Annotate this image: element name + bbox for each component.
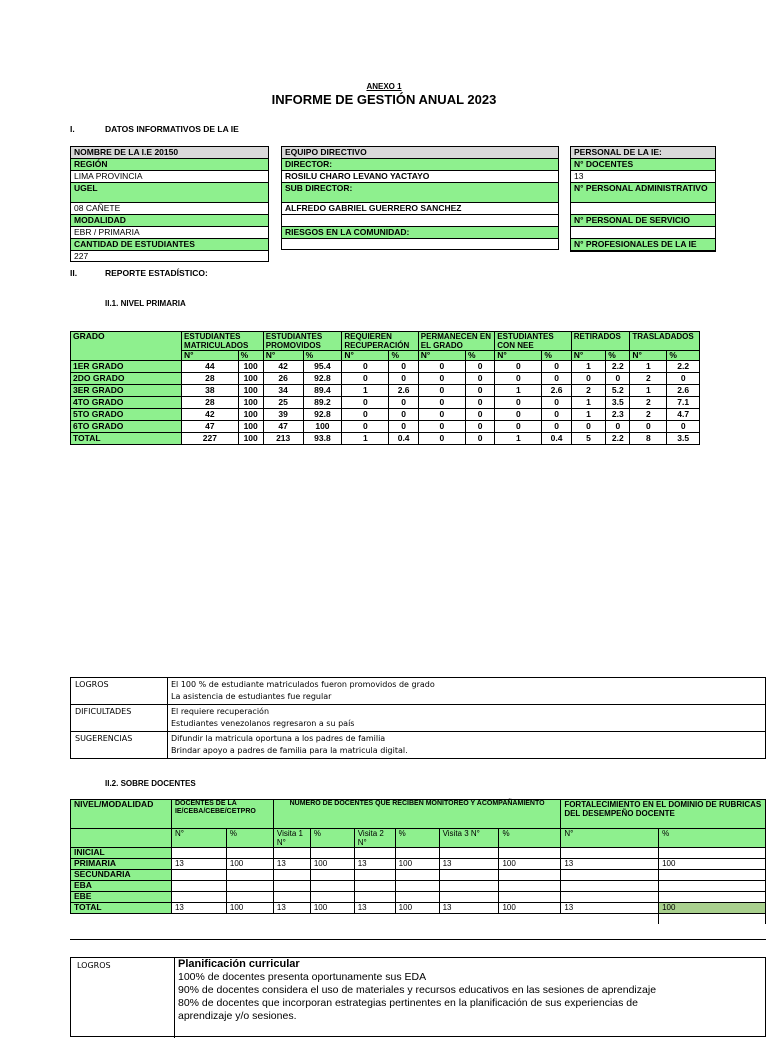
table-row — [71, 870, 766, 881]
stats-group-header: RETIRADOS — [571, 332, 630, 351]
count-subheader: N° — [630, 351, 667, 361]
col2-row-5 — [281, 214, 559, 226]
summary-label: DIFICULTADES — [71, 705, 168, 732]
table-row — [71, 903, 766, 914]
docentes-value — [395, 848, 439, 859]
stat-value: 0 — [418, 385, 465, 397]
stat-value: 0.4 — [542, 433, 571, 445]
percent-subheader: % — [303, 351, 342, 361]
summary-line: Difundir la matricula oportuna a los padres de familia — [171, 734, 386, 743]
col1-row-6: EBR / PRIMARIA — [70, 226, 269, 238]
stat-value: 0 — [465, 421, 494, 433]
nivel-header: NIVEL/MODALIDAD — [71, 800, 172, 829]
docentes-value — [226, 892, 273, 903]
stat-value: 227 — [182, 433, 239, 445]
col2-row-7 — [281, 238, 559, 250]
table-row — [71, 892, 766, 903]
stats-group-header: REQUIEREN RECUPERACIÓN — [342, 332, 418, 351]
stat-value: 0 — [630, 421, 667, 433]
stat-value: 2.2 — [667, 361, 700, 373]
col3-row-8 — [570, 250, 716, 252]
col3-row-1: N° DOCENTES — [570, 158, 716, 170]
docentes-subheader: % — [395, 829, 439, 848]
stat-value: 0 — [606, 373, 630, 385]
docentes-value — [354, 881, 395, 892]
stat-value: 5 — [571, 433, 606, 445]
col3-row-0: PERSONAL DE LA IE: — [570, 146, 716, 158]
page-title: INFORME DE GESTIÓN ANUAL 2023 — [271, 92, 497, 107]
nivel-label: TOTAL — [71, 903, 172, 914]
stat-value: 44 — [182, 361, 239, 373]
stat-value: 0 — [495, 373, 542, 385]
summary-line: La asistencia de estudiantes fue regular — [171, 692, 332, 701]
stat-value: 0 — [342, 373, 389, 385]
docentes-subheader: % — [499, 829, 561, 848]
stat-value: 8 — [630, 433, 667, 445]
stat-value: 0 — [465, 373, 494, 385]
docentes-value — [310, 848, 354, 859]
docentes-value: 13 — [273, 903, 310, 914]
docentes-value — [226, 870, 273, 881]
stat-value: 2 — [630, 409, 667, 421]
docentes-value — [439, 848, 499, 859]
col3-row-4 — [570, 202, 716, 214]
stat-value: 100 — [238, 433, 263, 445]
docentes-value: 100 — [659, 859, 766, 870]
docentes-value — [561, 848, 659, 859]
docentes-value: 13 — [171, 859, 226, 870]
summary-line: El requiere recuperación — [171, 707, 270, 716]
docentes-value — [226, 881, 273, 892]
section-2-number: II. — [70, 268, 78, 278]
col2-row-2: ROSILU CHARO LEVANO YACTAYO — [281, 170, 559, 182]
stat-value: 100 — [238, 397, 263, 409]
teachers-table — [70, 799, 766, 924]
section-divider — [70, 939, 766, 940]
count-subheader: N° — [571, 351, 606, 361]
stat-value: 42 — [263, 361, 303, 373]
stat-value: 100 — [238, 373, 263, 385]
docentes-value — [561, 881, 659, 892]
col1-row-1: REGIÓN — [70, 158, 269, 170]
statistics-summary-table — [70, 677, 766, 759]
percent-subheader: % — [389, 351, 418, 361]
nivel-label: EBA — [71, 881, 172, 892]
stat-value: 0 — [418, 409, 465, 421]
nivel-label: SECUNDARIA — [71, 870, 172, 881]
stat-value: 0 — [542, 409, 571, 421]
section-2-title: REPORTE ESTADÍSTICO: — [105, 268, 208, 278]
stat-value: 0 — [418, 433, 465, 445]
stat-value: 0 — [465, 397, 494, 409]
stats-group-header: ESTUDIANTES MATRICULADOS — [182, 332, 264, 351]
docentes-subheader: Visita 3 N° — [439, 829, 499, 848]
table-row — [71, 397, 700, 409]
stats-group-header: PERMANECEN EN EL GRADO — [418, 332, 494, 351]
grade-label: 6TO GRADO — [71, 421, 182, 433]
stat-value: 34 — [263, 385, 303, 397]
stat-value: 25 — [263, 397, 303, 409]
docentes-subheader: Visita 1 N° — [273, 829, 310, 848]
stats-group-header: ESTUDIANTES CON NEE — [495, 332, 571, 351]
docentes-value — [499, 881, 561, 892]
stat-value: 1 — [571, 397, 606, 409]
docentes-value — [499, 870, 561, 881]
col3-row-3: N° PERSONAL ADMINISTRATIVO — [570, 182, 716, 202]
docentes-value — [659, 881, 766, 892]
stat-value: 2.2 — [606, 361, 630, 373]
annex-label: ANEXO 1 — [366, 82, 402, 91]
stat-value: 47 — [263, 421, 303, 433]
stat-value: 0 — [571, 421, 606, 433]
summary-row — [71, 705, 766, 732]
stat-value: 2.3 — [606, 409, 630, 421]
stat-value: 100 — [238, 409, 263, 421]
col2-row-1: DIRECTOR: — [281, 158, 559, 170]
stat-value: 0 — [418, 373, 465, 385]
primary-statistics-table — [70, 331, 700, 445]
docentes-value: 100 — [499, 903, 561, 914]
stat-value: 1 — [571, 361, 606, 373]
stat-value: 89.2 — [303, 397, 342, 409]
stat-value: 0 — [465, 361, 494, 373]
section-1-number: I. — [70, 124, 75, 134]
col2-row-3: SUB DIRECTOR: — [281, 182, 559, 202]
stat-value: 0 — [389, 421, 418, 433]
docentes-value — [561, 892, 659, 903]
stat-value: 0 — [571, 373, 606, 385]
col1-row-2: LIMA PROVINCIA — [70, 170, 269, 182]
col3-row-6 — [570, 226, 716, 238]
docentes-value — [659, 848, 766, 859]
docentes-value — [171, 892, 226, 903]
stat-value: 93.8 — [303, 433, 342, 445]
docentes-value: 100 — [395, 903, 439, 914]
docentes-value — [171, 848, 226, 859]
docentes-value — [439, 870, 499, 881]
docentes-value: 100 — [310, 859, 354, 870]
stat-value: 3.5 — [606, 397, 630, 409]
stats-group-header: ESTUDIANTES PROMOVIDOS — [263, 332, 342, 351]
stat-value: 26 — [263, 373, 303, 385]
stat-value: 0 — [418, 421, 465, 433]
stat-value: 0 — [465, 433, 494, 445]
col1-row-3: UGEL — [70, 182, 269, 202]
col3-row-5: N° PERSONAL DE SERVICIO — [570, 214, 716, 226]
stat-value: 2.6 — [389, 385, 418, 397]
col1-row-0: NOMBRE DE LA I.E 20150 — [70, 146, 269, 158]
stat-value: 1 — [630, 361, 667, 373]
stat-value: 1 — [630, 385, 667, 397]
summary-row — [71, 678, 766, 705]
stat-value: 0 — [542, 397, 571, 409]
stat-value: 47 — [182, 421, 239, 433]
docentes-subheader: % — [226, 829, 273, 848]
stat-value: 0 — [389, 361, 418, 373]
stat-value: 3.5 — [667, 433, 700, 445]
stat-value: 0 — [389, 397, 418, 409]
stat-value: 0 — [542, 373, 571, 385]
stat-value: 0 — [465, 385, 494, 397]
percent-subheader: % — [606, 351, 630, 361]
grade-label: 1ER GRADO — [71, 361, 182, 373]
stat-value: 1 — [571, 409, 606, 421]
count-subheader: N° — [263, 351, 303, 361]
docentes-value — [439, 892, 499, 903]
stat-value: 7.1 — [667, 397, 700, 409]
stat-value: 39 — [263, 409, 303, 421]
stat-value: 92.8 — [303, 409, 342, 421]
stat-value: 100 — [238, 385, 263, 397]
col1-row-5: MODALIDAD — [70, 214, 269, 226]
stat-value: 0 — [495, 409, 542, 421]
stat-value: 0 — [667, 373, 700, 385]
docentes-value — [273, 870, 310, 881]
stat-value: 92.8 — [303, 373, 342, 385]
empty-header-cell — [71, 829, 172, 848]
col2-row-4: ALFREDO GABRIEL GUERRERO SANCHEZ — [281, 202, 559, 214]
ie-staff-column — [570, 146, 716, 252]
grade-label: 3ER GRADO — [71, 385, 182, 397]
blank-row — [71, 914, 766, 925]
fortalecimiento-header: FORTALECIMIENTO EN EL DOMINIO DE RUBRICAS DEL DESEMPEÑO DOCENTE — [561, 800, 766, 829]
docentes-value — [273, 892, 310, 903]
docentes-value — [310, 892, 354, 903]
docentes-value — [499, 892, 561, 903]
teachers-achievements-box — [70, 957, 766, 1037]
stat-value: 100 — [238, 421, 263, 433]
stat-value: 1 — [342, 385, 389, 397]
section-1-title: DATOS INFORMATIVOS DE LA IE — [105, 124, 239, 134]
achievement-line: aprendizaje y/o sesiones. — [178, 1010, 297, 1022]
table-row — [71, 859, 766, 870]
stat-value: 0 — [495, 397, 542, 409]
achievement-line: 80% de docentes que incorporan estrategias pertinentes en la planificación de sus experiencias de — [178, 997, 638, 1009]
docentes-value — [561, 870, 659, 881]
docentes-header: DOCENTES DE LA IE/CEBA/CEBE/CETPRO — [171, 800, 273, 829]
nivel-label: EBE — [71, 892, 172, 903]
stat-value: 1 — [495, 433, 542, 445]
summary-line: El 100 % de estudiante matriculados fueron promovidos de grado — [171, 680, 435, 689]
stat-value: 0 — [389, 409, 418, 421]
col1-row-7: CANTIDAD DE ESTUDIANTES — [70, 238, 269, 250]
summary-row — [71, 732, 766, 759]
docentes-value — [310, 870, 354, 881]
achievement-line: 90% de docentes considera el uso de materiales y recursos educativos en las sesiones de aprendizaje — [178, 984, 657, 996]
subsection-docentes-title: II.2. SOBRE DOCENTES — [105, 779, 196, 788]
grade-label: TOTAL — [71, 433, 182, 445]
stat-value: 2 — [630, 397, 667, 409]
table-row — [71, 881, 766, 892]
table-row — [71, 848, 766, 859]
table-row — [71, 409, 700, 421]
stat-value: 0 — [495, 421, 542, 433]
grado-header: GRADO — [71, 332, 182, 361]
stat-value: 2 — [630, 373, 667, 385]
achievement-line: 100% de docentes presenta oportunamente sus EDA — [178, 971, 427, 983]
docentes-value: 13 — [354, 859, 395, 870]
subsection-primaria-title: II.1. NIVEL PRIMARIA — [105, 299, 186, 308]
stat-value: 2.2 — [606, 433, 630, 445]
stat-value: 38 — [182, 385, 239, 397]
docentes-value — [659, 892, 766, 903]
stat-value: 0 — [542, 361, 571, 373]
docentes-value — [273, 881, 310, 892]
monitoreo-header: NUMERO DE DOCENTES QUE RECIBEN MONITOREO Y ACOMPAÑAMIENTO — [273, 800, 560, 829]
docentes-value: 100 — [499, 859, 561, 870]
percent-subheader: % — [465, 351, 494, 361]
percent-subheader: % — [238, 351, 263, 361]
docentes-value: 100 — [310, 903, 354, 914]
stat-value: 0.4 — [389, 433, 418, 445]
stat-value: 28 — [182, 397, 239, 409]
stat-value: 2.6 — [542, 385, 571, 397]
directive-team-column — [281, 146, 559, 250]
docentes-value — [354, 892, 395, 903]
stat-value: 0 — [667, 421, 700, 433]
docentes-value — [395, 892, 439, 903]
docentes-value — [395, 870, 439, 881]
stat-value: 2 — [571, 385, 606, 397]
summary-label: LOGROS — [71, 678, 168, 705]
docentes-value — [226, 848, 273, 859]
grade-label: 5TO GRADO — [71, 409, 182, 421]
summary-line: Brindar apoyo a padres de familia para la matricula digital. — [171, 746, 408, 755]
stat-value: 100 — [303, 421, 342, 433]
docentes-value — [171, 870, 226, 881]
achievements-label: LOGROS — [77, 961, 111, 970]
stat-value: 89.4 — [303, 385, 342, 397]
stat-value: 0 — [389, 373, 418, 385]
col3-row-2: 13 — [570, 170, 716, 182]
stat-value: 100 — [238, 361, 263, 373]
stat-value: 0 — [418, 397, 465, 409]
stat-value: 2.6 — [667, 385, 700, 397]
achievements-content — [174, 958, 766, 1038]
docentes-value: 13 — [561, 903, 659, 914]
docentes-value: 100 — [659, 903, 766, 914]
docentes-subheader: N° — [561, 829, 659, 848]
grade-label: 2DO GRADO — [71, 373, 182, 385]
stats-group-header: TRASLADADOS — [630, 332, 700, 351]
table-row — [71, 385, 700, 397]
count-subheader: N° — [418, 351, 465, 361]
docentes-value — [310, 881, 354, 892]
col3-row-7: N° PROFESIONALES DE LA IE — [570, 238, 716, 250]
count-subheader: N° — [182, 351, 239, 361]
stat-value: 4.7 — [667, 409, 700, 421]
docentes-value: 13 — [561, 859, 659, 870]
stat-value: 0 — [418, 361, 465, 373]
percent-subheader: % — [542, 351, 571, 361]
stat-value: 0 — [495, 361, 542, 373]
col2-row-6: RIESGOS EN LA COMUNIDAD: — [281, 226, 559, 238]
stat-value: 0 — [465, 409, 494, 421]
docentes-value — [273, 848, 310, 859]
table-row — [71, 421, 700, 433]
stat-value: 42 — [182, 409, 239, 421]
stat-value: 0 — [342, 361, 389, 373]
stat-value: 0 — [342, 421, 389, 433]
table-row — [71, 361, 700, 373]
docentes-subheader: % — [310, 829, 354, 848]
percent-subheader: % — [667, 351, 700, 361]
summary-line: Estudiantes venezolanos regresaron a su país — [171, 719, 355, 728]
docentes-value — [354, 848, 395, 859]
docentes-value — [354, 870, 395, 881]
docentes-value: 100 — [226, 903, 273, 914]
count-subheader: N° — [495, 351, 542, 361]
col1-row-4: 08 CAÑETE — [70, 202, 269, 214]
stat-value: 28 — [182, 373, 239, 385]
stat-value: 0 — [542, 421, 571, 433]
docentes-value — [499, 848, 561, 859]
table-row — [71, 433, 700, 445]
stat-value: 0 — [342, 397, 389, 409]
docentes-value: 13 — [273, 859, 310, 870]
docentes-value: 100 — [395, 859, 439, 870]
nivel-label: INICIAL — [71, 848, 172, 859]
stat-value: 0 — [606, 421, 630, 433]
grade-label: 4TO GRADO — [71, 397, 182, 409]
docentes-subheader: N° — [171, 829, 226, 848]
docentes-value — [395, 881, 439, 892]
docentes-value: 13 — [439, 859, 499, 870]
docentes-value: 13 — [171, 903, 226, 914]
docentes-value: 100 — [226, 859, 273, 870]
ie-info-column — [70, 146, 269, 262]
table-row — [71, 373, 700, 385]
summary-label: SUGERENCIAS — [71, 732, 168, 759]
stat-value: 1 — [495, 385, 542, 397]
docentes-value — [439, 881, 499, 892]
docentes-value — [171, 881, 226, 892]
stat-value: 213 — [263, 433, 303, 445]
docentes-value: 13 — [354, 903, 395, 914]
col1-row-8: 227 — [70, 250, 269, 262]
stat-value: 5.2 — [606, 385, 630, 397]
achievements-heading: Planificación curricular — [178, 958, 300, 970]
nivel-label: PRIMARIA — [71, 859, 172, 870]
docentes-value — [659, 870, 766, 881]
stat-value: 1 — [342, 433, 389, 445]
docentes-subheader: % — [659, 829, 766, 848]
col2-row-0: EQUIPO DIRECTIVO — [281, 146, 559, 158]
stat-value: 0 — [342, 409, 389, 421]
docentes-value: 13 — [439, 903, 499, 914]
stat-value: 95.4 — [303, 361, 342, 373]
docentes-subheader: Visita 2 N° — [354, 829, 395, 848]
count-subheader: N° — [342, 351, 389, 361]
